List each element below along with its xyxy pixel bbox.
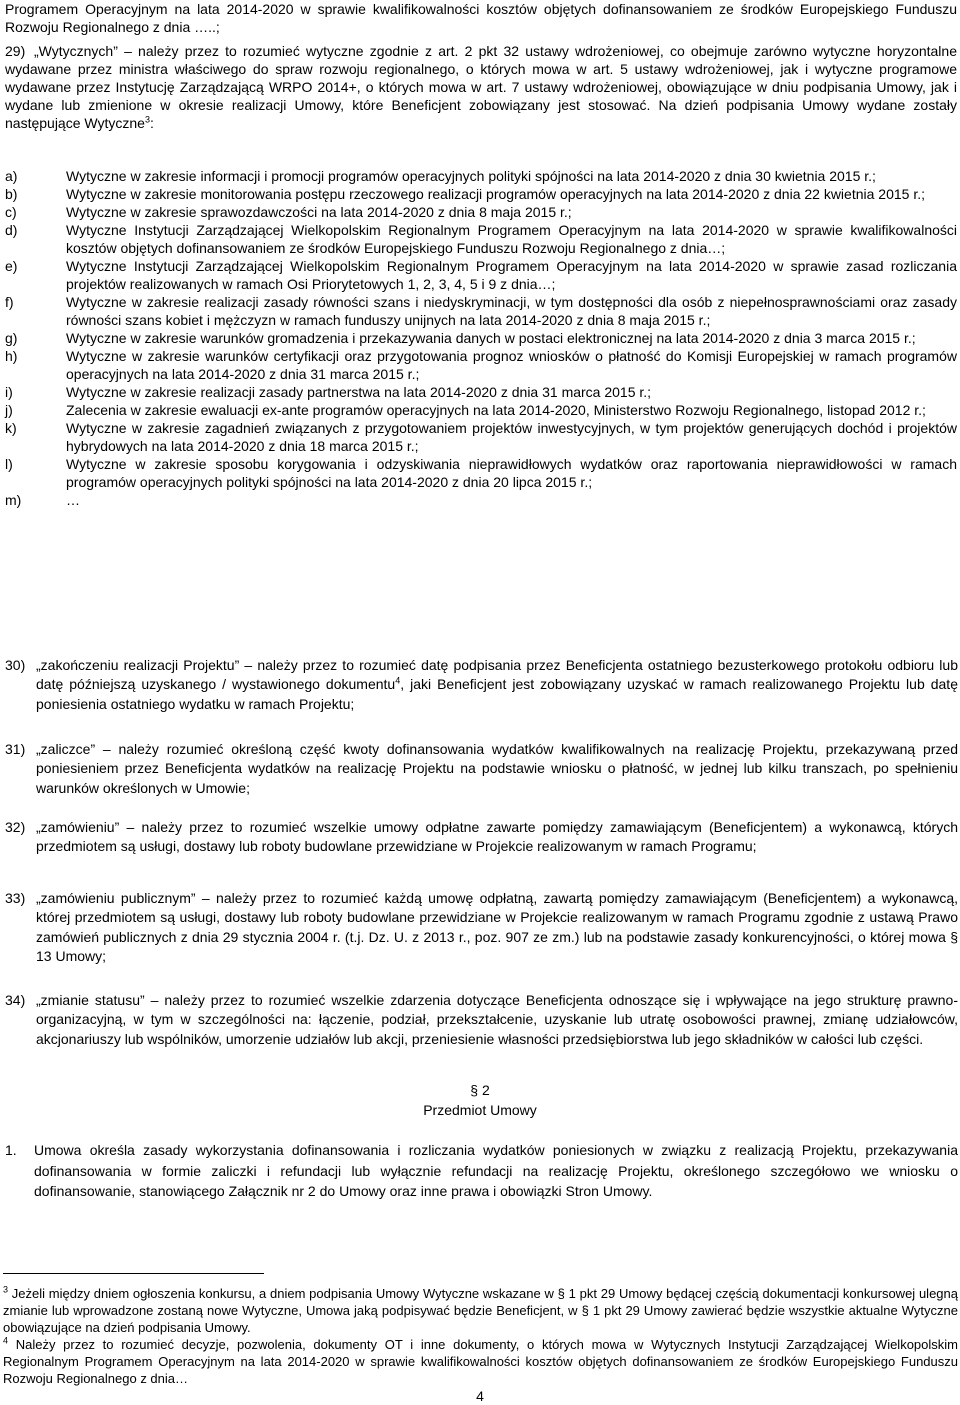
paragraph-1: 1. Umowa określa zasady wykorzystania dofinansowania i rozliczania wydatków poniesionych w związku z realizacją Projektu, przekazywania dofinansowania w formie zaliczki i refundacji lub wyłącznie refundacji na realizację Projektu, określonego szczegółowo we wniosku o dofinansowanie, stanowiącego Załącznik nr 2 do Umowy oraz inne prawa i obowiązki Stron Umowy.: [5, 1142, 958, 1199]
list-item: e) Wytyczne Instytucji Zarządzającej Wielkopolskim Regionalnym Programem Operacyjnym na lata 2014-2020 w sprawie zasad rozliczania projektów realizowanych w ramach Osi Priorytetowych 1, 2, 3, 4, 5 i 9 z dnia…;: [5, 258, 957, 292]
list-item: l) Wytyczne w zakresie sposobu korygowania i odzyskiwania nieprawidłowych wydatków oraz raportowania nieprawidłowości w ramach programów operacyjnych polityki spójności na lata 2014-2020 z dnia 20 lipca 2015 r.;: [5, 456, 957, 490]
list-item: k) Wytyczne w zakresie zagadnień związanych z przygotowaniem projektów inwestycyjnych, w tym projektów generujących dochód i projektów hybrydowych na lata 2014-2020 z dnia 18 marca 2015 r.;: [5, 420, 957, 454]
definition-tail: :: [149, 115, 154, 131]
definition-33: 33) „zamówieniu publicznym” – należy przez to rozumieć każdą umowę odpłatną, zawartą pomiędzy zamawiającym (Beneficjentem) a wykonawcą, której przedmiotem są usługi, dostawy lub roboty budowlane przewidziane w Projekcie realizowanym w ramach Programu zgodnie z ustawą Prawo zamówień publicznych z dnia 29 stycznia 2004 r. (t.j. Dz. U. z 2013 r., poz. 907 ze zm.) lub na podstawie zasady konkurencyjności, o której mowa § 13 Umowy;: [5, 890, 958, 964]
list-item: b) Wytyczne w zakresie monitorowania postępu rzeczowego realizacji programów operacyjnych na lata 2014-2020 z dnia 22 kwietnia 2015 r.;: [5, 186, 925, 202]
list-item: a) Wytyczne w zakresie informacji i promocji programów operacyjnych polityki spójności na lata 2014-2020 z dnia 30 kwietnia 2015 r.;: [5, 168, 876, 184]
section-title: Przedmiot Umowy: [423, 1102, 537, 1118]
definition-32: 32) „zamówieniu” – należy przez to rozumieć wszelkie umowy odpłatne zawarte pomiędzy zamawiającym (Beneficjentem) a wykonawcą, których przedmiotem są usługi, dostawy lub roboty budowlane przewidziane w Projekcie realizowanym w ramach Programu;: [5, 819, 958, 855]
footnote-ref-3[interactable]: 3: [144, 114, 150, 125]
intro-paragraph: Programem Operacyjnym na lata 2014-2020 w sprawie kwalifikowalności kosztów objętych dofinansowaniem ze środków Europejskiego Funduszu Rozwoju Regionalnego z dnia …..;: [5, 1, 957, 35]
definition-30: 30) „zakończeniu realizacji Projektu” – należy przez to rozumieć datę podpisania przez Beneficjenta ostatniego bezusterkowego protokołu odbioru lub datę późniejszą uzyskanego / wystawionego dokumentu$^4$, jaki Beneficjent jest zobowiązany uzyskać w ramach realizowanego Projektu lub datę poniesienia ostatniego wydatku w ramach Projektu;: [5, 657, 958, 712]
list-item: m) …: [5, 492, 80, 508]
footnote-divider: [3, 1273, 264, 1274]
definition-text: „Wytycznych” – należy przez to rozumieć wytyczne zgodnie z art. 2 pkt 32 ustawy wdrożeniowej, co obejmuje zarówno wytyczne horyzontalne wydawane przez ministra właściwego do spraw rozwoju regionalnego, o których mowa w art. 5 ustawy wdrożeniowej, jak i wytyczne programowe wydawane przez Instytucję Zarządzającą WRPO 2014+, o których mowa w art. 7 ustawy wdrożeniowej, obowiązujące w dniu podpisania Umowy, jak i wydane lub zmienione w okresie realizacji Umowy, które Beneficjent zobowiązany jest stosować. Na dzień podpisania Umowy wydane zostały następujące Wytyczne: [5, 43, 957, 131]
definition-29: [5, 42, 957, 132]
footnote-ref-4[interactable]: 4: [395, 675, 401, 686]
list-item: i) Wytyczne w zakresie realizacji zasady partnerstwa na lata 2014-2020 z dnia 31 marca 2015 r.;: [5, 384, 652, 400]
list-item: g) Wytyczne w zakresie warunków gromadzenia i przekazywania danych w postaci elektronicznej na lata 2014-2020 z dnia 3 marca 2015 r.;: [5, 330, 916, 346]
list-item: h) Wytyczne w zakresie warunków certyfikacji oraz przygotowania prognoz wniosków o płatność do Komisji Europejskiej w ramach programów operacyjnych na lata 2014-2020 z dnia 31 marca 2015 r.;: [5, 348, 957, 382]
page-number: 4: [476, 1388, 484, 1404]
guidelines-list: [5, 167, 957, 509]
footnote-4: $^4$ Należy przez to rozumieć decyzje, pozwolenia, dokumenty OT i inne dokumenty, o których mowa w Wytycznych Instytucji Zarządzającej Wielkopolskim Regionalnym Programem Operacyjnym na lata 2014-2020 w sprawie kwalifikowalności kosztów objętych dofinansowaniem ze środków Europejskiego Funduszu Rozwoju Regionalnego z dnia…: [3, 1335, 958, 1386]
definition-31: 31) „zaliczce” – należy rozumieć określoną część kwoty dofinansowania wydatków kwalifikowalnych na realizację Projektu, przekazywaną przed poniesieniem przez Beneficjenta wydatków na realizację Projektu na podstawie wniosku o płatność, w jednej lub kilku transzach, po spełnieniu warunków określonych w Umowie;: [5, 741, 958, 796]
footnote-3: $^3$ Jeżeli między dniem ogłoszenia konkursu, a dniem podpisania Umowy Wytyczne wskazane w § 1 pkt 29 Umowy będącej częścią dokumentacji konkursowej ulegną zmianie lub wprowadzone zostaną nowe Wytyczne, Umowa jaką podpisywać będzie Beneficjent, w § 1 pkt 29 Umowy zawierać będzie wszystkie aktualne Wytyczne obowiązujące na dzień podpisania Umowy.: [3, 1284, 958, 1335]
list-item: j) Zalecenia w zakresie ewaluacji ex-ante programów operacyjnych na lata 2014-2020, Ministerstwo Rozwoju Regionalnego, listopad 2012 r.;: [5, 402, 926, 418]
definition-number: 29): [5, 43, 26, 59]
section-number: § 2: [470, 1082, 490, 1098]
definition-34: 34) „zmianie statusu” – należy przez to rozumieć wszelkie zdarzenia dotyczące Beneficjenta odnoszące się i wpływające na jego strukturę prawno-organizacyjną, w tym w szczególności na: łączenie, podział, przekształcenie, uzyskanie lub utratę osobowości prawnej, zmianę udziałowców, akcjonariuszy lub wspólników, umorzenie udziałów lub akcji, przeniesienie własności przedsiębiorstwa lub jego składników w całości lub części.: [5, 992, 958, 1047]
list-item: f) Wytyczne w zakresie realizacji zasady równości szans i niedyskryminacji, w tym dostępności dla osób z niepełnosprawnościami oraz zasady równości szans kobiet i mężczyzn w ramach funduszy unijnych na lata 2014-2020 z dnia 8 maja 2015 r.;: [5, 294, 957, 328]
list-item: c) Wytyczne w zakresie sprawozdawczości na lata 2014-2020 z dnia 8 maja 2015 r.;: [5, 204, 572, 220]
list-item: d) Wytyczne Instytucji Zarządzającej Wielkopolskim Regionalnym Programem Operacyjnym na lata 2014-2020 w sprawie kwalifikowalności kosztów objętych dofinansowaniem ze środków Europejskiego Funduszu Rozwoju Regionalnego z dnia…;: [5, 222, 957, 256]
